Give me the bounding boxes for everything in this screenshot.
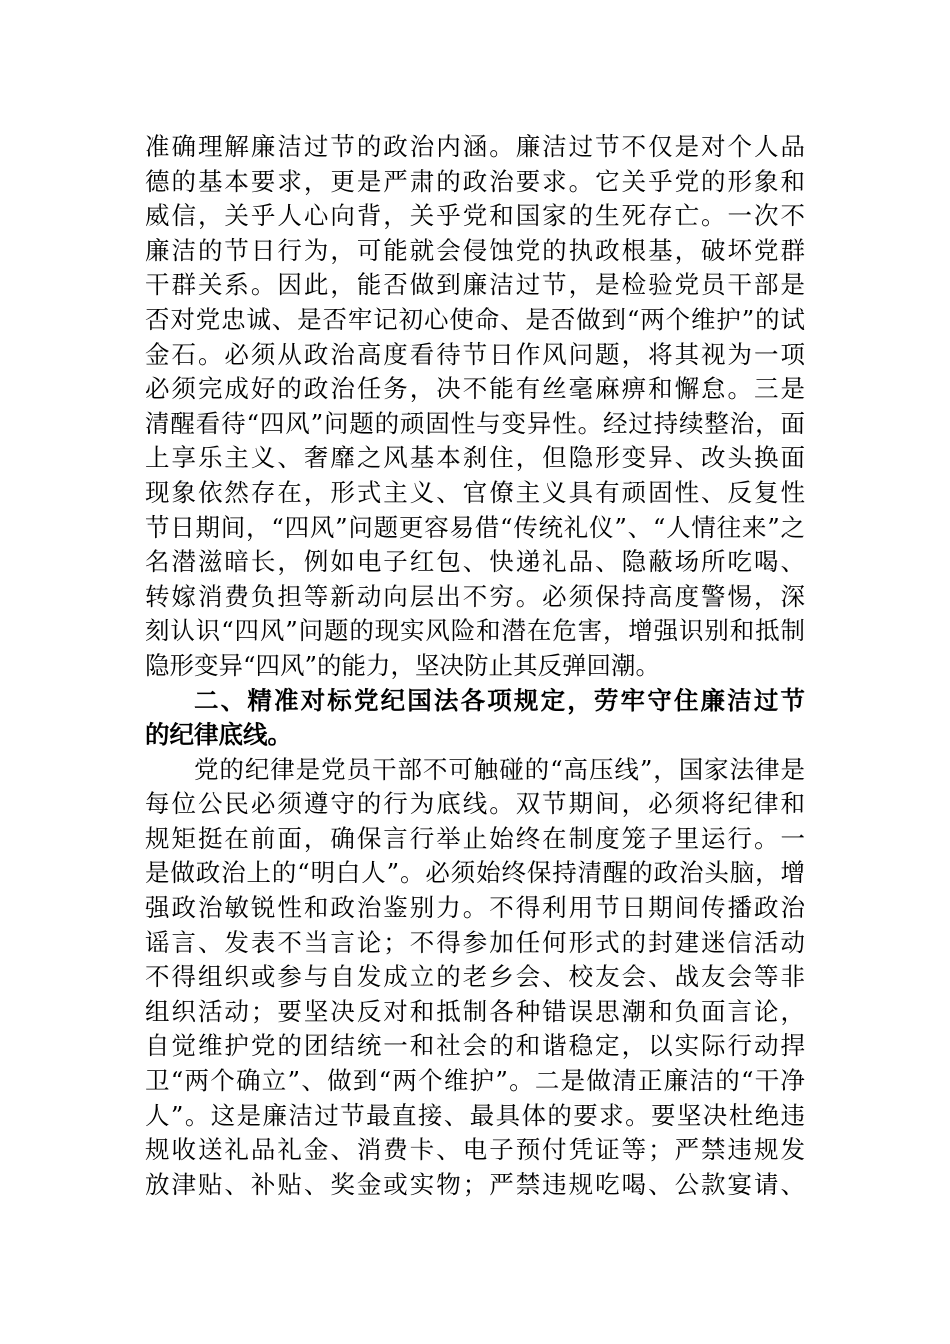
section-heading-line: 的纪律底线。 bbox=[145, 720, 292, 750]
text-line: 规收送礼品礼金、消费卡、电子预付凭证等；严禁违规发 bbox=[145, 1135, 805, 1165]
text-line: 廉洁的节日行为，可能就会侵蚀党的执政根基，破坏党群 bbox=[145, 235, 805, 265]
text-line: 组织活动；要坚决反对和抵制各种错误思潮和负面言论， bbox=[145, 996, 805, 1026]
text-line: 人”。这是廉洁过节最直接、最具体的要求。要坚决杜绝违 bbox=[145, 1100, 805, 1130]
text-line: 谣言、发表不当言论；不得参加任何形式的封建迷信活动 bbox=[145, 927, 805, 957]
text-line: 是做政治上的“明白人”。必须始终保持清醒的政治头脑，增 bbox=[145, 858, 805, 888]
text-line: 必须完成好的政治任务，决不能有丝毫麻痹和懈怠。三是 bbox=[145, 374, 805, 404]
text-line: 刻认识“四风”问题的现实风险和潜在危害，增强识别和抵制 bbox=[145, 616, 805, 646]
text-line: 隐形变异“四风”的能力，坚决防止其反弹回潮。 bbox=[145, 650, 661, 680]
text-line: 金石。必须从政治高度看待节日作风问题，将其视为一项 bbox=[145, 339, 805, 369]
text-line: 规矩挺在前面，确保言行举止始终在制度笼子里运行。一 bbox=[145, 823, 805, 853]
text-line: 德的基本要求，更是严肃的政治要求。它关乎党的形象和 bbox=[145, 166, 805, 196]
text-line: 党的纪律是党员干部不可触碰的“高压线”，国家法律是 bbox=[194, 754, 805, 784]
text-line: 卫“两个确立”、做到“两个维护”。二是做清正廉洁的“干净 bbox=[145, 1066, 805, 1096]
text-line: 威信，关乎人心向背，关乎党和国家的生死存亡。一次不 bbox=[145, 201, 805, 231]
section-heading-line: 二、精准对标党纪国法各项规定，劳牢守住廉洁过节 bbox=[194, 685, 805, 715]
text-line: 自觉维护党的团结统一和社会的和谐稳定，以实际行动捍 bbox=[145, 1031, 805, 1061]
text-line: 清醒看待“四风”问题的顽固性与变异性。经过持续整治，面 bbox=[145, 408, 805, 438]
text-line: 转嫁消费负担等新动向层出不穷。必须保持高度警惕，深 bbox=[145, 581, 805, 611]
text-line: 每位公民必须遵守的行为底线。双节期间，必须将纪律和 bbox=[145, 789, 805, 819]
text-line: 现象依然存在，形式主义、官僚主义具有顽固性、反复性 bbox=[145, 477, 805, 507]
text-line: 不得组织或参与自发成立的老乡会、校友会、战友会等非 bbox=[145, 962, 805, 992]
text-line: 上享乐主义、奢靡之风基本刹住，但隐形变异、改头换面 bbox=[145, 443, 805, 473]
document-body bbox=[145, 130, 805, 1202]
text-line: 否对党忠诚、是否牢记初心使命、是否做到“两个维护”的试 bbox=[145, 304, 805, 334]
text-line: 干群关系。因此，能否做到廉洁过节，是检验党员干部是 bbox=[145, 270, 805, 300]
text-line: 名潜滋暗长，例如电子红包、快递礼品、隐蔽场所吃喝、 bbox=[145, 547, 805, 577]
text-line: 强政治敏锐性和政治鉴别力。不得利用节日期间传播政治 bbox=[145, 893, 805, 923]
text-line: 准确理解廉洁过节的政治内涵。廉洁过节不仅是对个人品 bbox=[145, 132, 805, 161]
text-line: 节日期间，“四风”问题更容易借“传统礼仪”、“人情往来”之 bbox=[145, 512, 805, 542]
text-line: 放津贴、补贴、奖金或实物；严禁违规吃喝、公款宴请、 bbox=[145, 1169, 805, 1199]
